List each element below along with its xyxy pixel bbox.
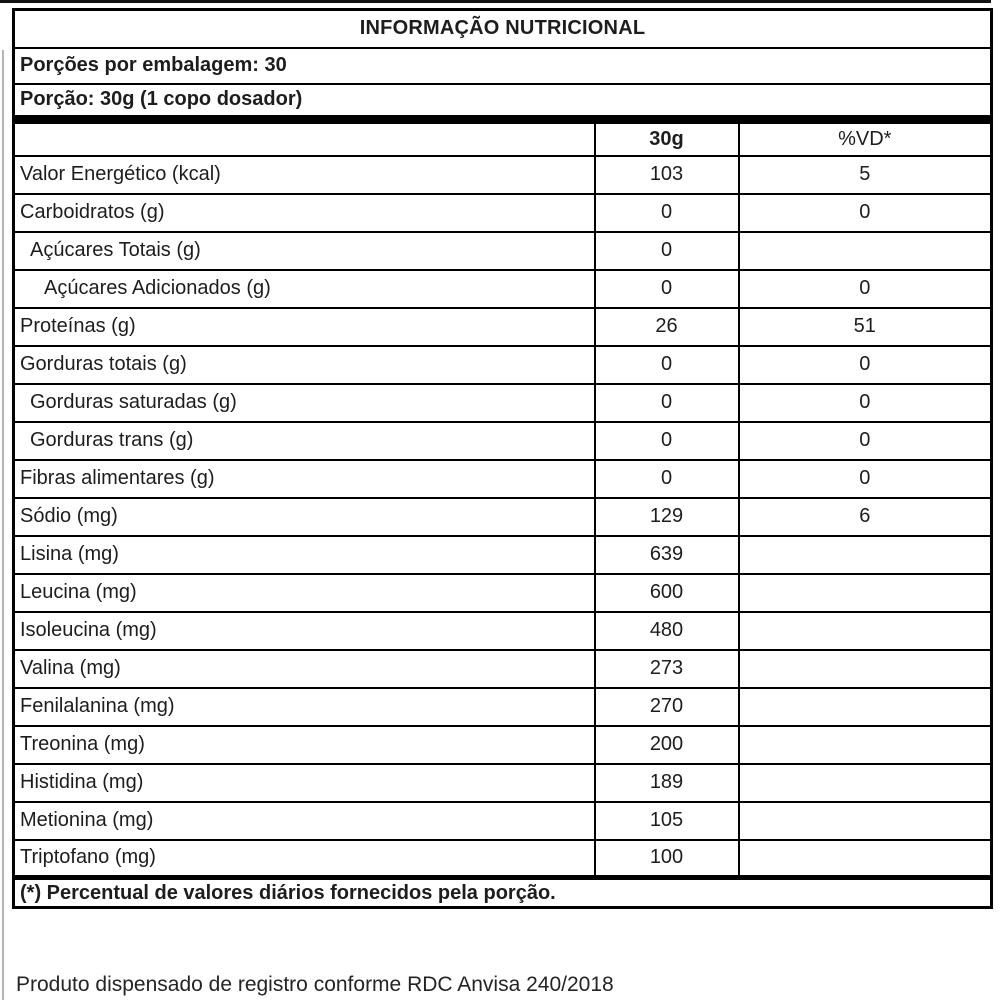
column-header-blank bbox=[14, 120, 595, 156]
row-label: Valina (mg) bbox=[14, 650, 595, 688]
row-dv: 51 bbox=[739, 308, 992, 346]
table-title: INFORMAÇÃO NUTRICIONAL bbox=[14, 10, 992, 48]
column-header-row bbox=[14, 120, 992, 156]
title-row bbox=[14, 10, 992, 48]
row-label: Sódio (mg) bbox=[14, 498, 595, 536]
table-row bbox=[14, 726, 992, 764]
nutrition-table bbox=[12, 8, 993, 909]
column-header-amount: 30g bbox=[595, 120, 739, 156]
row-amount: 0 bbox=[595, 422, 739, 460]
row-dv: 6 bbox=[739, 498, 992, 536]
portion-row bbox=[14, 84, 992, 120]
row-label: Gorduras totais (g) bbox=[14, 346, 595, 384]
servings-line: Porções por embalagem: 30 bbox=[14, 48, 992, 84]
row-label: Isoleucina (mg) bbox=[14, 612, 595, 650]
row-dv: 0 bbox=[739, 346, 992, 384]
row-label: Fibras alimentares (g) bbox=[14, 460, 595, 498]
table-row bbox=[14, 688, 992, 726]
row-amount: 480 bbox=[595, 612, 739, 650]
row-amount: 0 bbox=[595, 384, 739, 422]
row-label: Açúcares Adicionados (g) bbox=[14, 270, 595, 308]
row-dv bbox=[739, 574, 992, 612]
table-row bbox=[14, 460, 992, 498]
column-header-dv: %VD* bbox=[739, 120, 992, 156]
row-amount: 129 bbox=[595, 498, 739, 536]
row-amount: 105 bbox=[595, 802, 739, 840]
left-edge-line bbox=[2, 50, 4, 1000]
row-amount: 0 bbox=[595, 232, 739, 270]
table-row bbox=[14, 764, 992, 802]
row-label: Fenilalanina (mg) bbox=[14, 688, 595, 726]
footnote-row bbox=[14, 878, 992, 908]
table-row bbox=[14, 308, 992, 346]
row-amount: 639 bbox=[595, 536, 739, 574]
row-label: Gorduras saturadas (g) bbox=[14, 384, 595, 422]
row-dv: 0 bbox=[739, 460, 992, 498]
regulatory-note: Produto dispensado de registro conforme RDC Anvisa 240/2018 bbox=[16, 973, 614, 996]
table-row bbox=[14, 574, 992, 612]
table-row bbox=[14, 536, 992, 574]
row-label: Gorduras trans (g) bbox=[14, 422, 595, 460]
table-row bbox=[14, 194, 992, 232]
table-row bbox=[14, 346, 992, 384]
row-dv: 5 bbox=[739, 156, 992, 194]
row-amount: 189 bbox=[595, 764, 739, 802]
row-dv bbox=[739, 726, 992, 764]
row-amount: 0 bbox=[595, 346, 739, 384]
row-label: Proteínas (g) bbox=[14, 308, 595, 346]
table-row bbox=[14, 612, 992, 650]
row-amount: 26 bbox=[595, 308, 739, 346]
row-amount: 100 bbox=[595, 840, 739, 878]
row-amount: 270 bbox=[595, 688, 739, 726]
row-dv: 0 bbox=[739, 270, 992, 308]
table-row bbox=[14, 232, 992, 270]
row-label: Açúcares Totais (g) bbox=[14, 232, 595, 270]
row-label: Carboidratos (g) bbox=[14, 194, 595, 232]
footnote: (*) Percentual de valores diários fornecidos pela porção. bbox=[14, 878, 992, 908]
row-label: Triptofano (mg) bbox=[14, 840, 595, 878]
row-dv bbox=[739, 802, 992, 840]
row-dv bbox=[739, 840, 992, 878]
table-row bbox=[14, 156, 992, 194]
table-row bbox=[14, 270, 992, 308]
row-amount: 0 bbox=[595, 270, 739, 308]
table-row bbox=[14, 498, 992, 536]
servings-row bbox=[14, 48, 992, 84]
portion-line: Porção: 30g (1 copo dosador) bbox=[14, 84, 992, 120]
row-amount: 0 bbox=[595, 460, 739, 498]
table-row bbox=[14, 802, 992, 840]
row-label: Leucina (mg) bbox=[14, 574, 595, 612]
table-row bbox=[14, 650, 992, 688]
table-row bbox=[14, 384, 992, 422]
table-row bbox=[14, 840, 992, 878]
row-label: Metionina (mg) bbox=[14, 802, 595, 840]
row-dv bbox=[739, 764, 992, 802]
row-amount: 103 bbox=[595, 156, 739, 194]
top-edge-line bbox=[0, 0, 991, 3]
row-amount: 273 bbox=[595, 650, 739, 688]
row-dv: 0 bbox=[739, 194, 992, 232]
row-dv bbox=[739, 688, 992, 726]
row-label: Histidina (mg) bbox=[14, 764, 595, 802]
row-amount: 200 bbox=[595, 726, 739, 764]
table-row bbox=[14, 422, 992, 460]
row-dv bbox=[739, 650, 992, 688]
row-dv: 0 bbox=[739, 384, 992, 422]
row-label: Lisina (mg) bbox=[14, 536, 595, 574]
row-dv bbox=[739, 612, 992, 650]
row-dv bbox=[739, 536, 992, 574]
row-dv: 0 bbox=[739, 422, 992, 460]
row-label: Valor Energético (kcal) bbox=[14, 156, 595, 194]
row-dv bbox=[739, 232, 992, 270]
row-label: Treonina (mg) bbox=[14, 726, 595, 764]
row-amount: 600 bbox=[595, 574, 739, 612]
row-amount: 0 bbox=[595, 194, 739, 232]
